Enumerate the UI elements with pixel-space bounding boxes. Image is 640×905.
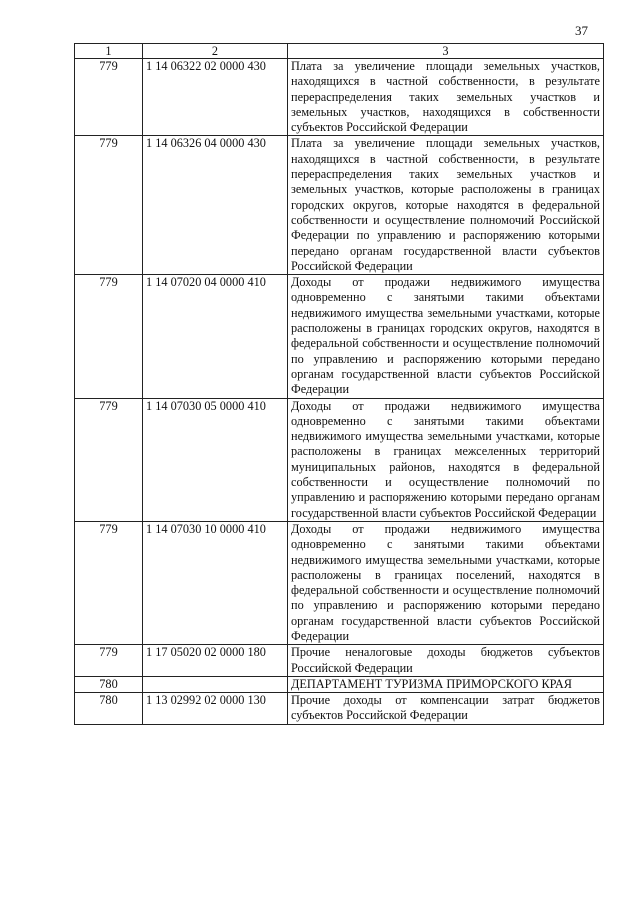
budget-classification-table xyxy=(74,43,604,725)
page-number: 37 xyxy=(575,23,588,38)
table-row xyxy=(75,676,604,692)
table-row xyxy=(75,275,604,398)
admin-code-cell: 779 xyxy=(75,645,143,677)
budget-code-cell: 1 14 06322 02 0000 430 xyxy=(143,59,288,136)
revenue-name-cell: Прочие доходы от компенсации затрат бюджетов субъектов Российской Федерации xyxy=(288,693,604,725)
admin-code-cell: 780 xyxy=(75,676,143,692)
admin-code-cell: 779 xyxy=(75,275,143,398)
table-row xyxy=(75,59,604,136)
budget-code-cell: 1 13 02992 02 0000 130 xyxy=(143,693,288,725)
budget-code-cell: 1 14 06326 04 0000 430 xyxy=(143,136,288,275)
admin-code-cell: 779 xyxy=(75,59,143,136)
column-header-3: 3 xyxy=(288,44,604,59)
budget-code-cell: 1 14 07030 05 0000 410 xyxy=(143,398,288,521)
admin-code-cell: 779 xyxy=(75,136,143,275)
admin-code-cell: 780 xyxy=(75,693,143,725)
table-row xyxy=(75,521,604,644)
budget-code-cell xyxy=(143,676,288,692)
budget-code-cell: 1 14 07020 04 0000 410 xyxy=(143,275,288,398)
revenue-name-cell: Прочие неналоговые доходы бюджетов субъектов Российской Федерации xyxy=(288,645,604,677)
admin-code-cell: 779 xyxy=(75,521,143,644)
revenue-name-cell: Доходы от продажи недвижимого имущества одновременно с занятыми такими объектами недвижимого имущества земельными участками, которые расположены в границах городских округов, находятся в федеральной собственности и осуществление полномочий по управлению и распоряжению которыми передано органам государственной власти субъектов Российской Федерации xyxy=(288,275,604,398)
revenue-name-cell: Плата за увеличение площади земельных участков, находящихся в частной собственности, в результате перераспределения таких земельных участков и земельных участков, находящихся в собственности субъектов Российской Федерации xyxy=(288,59,604,136)
table-header xyxy=(75,44,604,59)
revenue-name-cell: Доходы от продажи недвижимого имущества одновременно с занятыми такими объектами недвижимого имущества земельными участками, которые расположены в границах межселенных территорий муниципальных районов, находятся в федеральной собственности и осуществление полномочий по управлению и распоряжению которыми передано органам государственной власти субъектов Российской Федерации xyxy=(288,398,604,521)
revenue-name-cell: Плата за увеличение площади земельных участков, находящихся в частной собственности, в результате перераспределения таких земельных участков и земельных участков, которые расположены в границах городских округов, которые находятся в федеральной собственности и осуществление полномочий Российской Федерации по управлению и распоряжению которыми передано органам государственной власти субъектов Российской Федерации xyxy=(288,136,604,275)
table-row xyxy=(75,136,604,275)
table-row xyxy=(75,398,604,521)
table-row xyxy=(75,645,604,677)
department-name-cell: ДЕПАРТАМЕНТ ТУРИЗМА ПРИМОРСКОГО КРАЯ xyxy=(288,676,604,692)
table-row xyxy=(75,693,604,725)
header-row xyxy=(75,44,604,59)
budget-code-cell: 1 14 07030 10 0000 410 xyxy=(143,521,288,644)
revenue-name-cell: Доходы от продажи недвижимого имущества одновременно с занятыми такими объектами недвижимого имущества земельными участками, которые расположены в границах поселений, находятся в федеральной собственности и осуществление полномочий по управлению и распоряжению которыми передано органам государственной власти субъектов Российской Федерации xyxy=(288,521,604,644)
budget-code-cell: 1 17 05020 02 0000 180 xyxy=(143,645,288,677)
column-header-2: 2 xyxy=(143,44,288,59)
admin-code-cell: 779 xyxy=(75,398,143,521)
table-body xyxy=(75,59,604,725)
column-header-1: 1 xyxy=(75,44,143,59)
